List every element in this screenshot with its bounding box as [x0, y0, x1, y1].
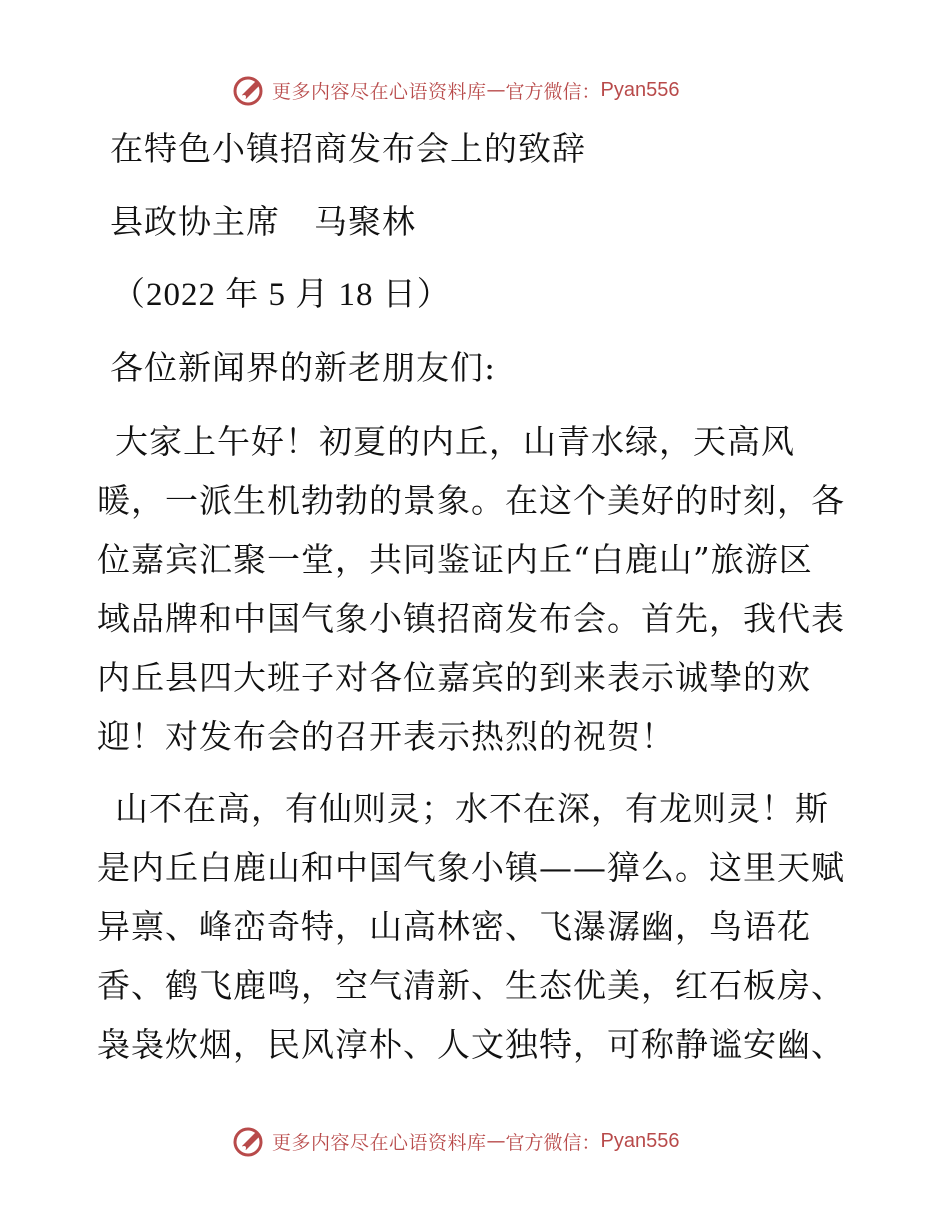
document-date: （2022 年 5 月 18 日） [112, 277, 451, 313]
paragraph1-line: 暖，一派生机勃勃的景象。在这个美好的时刻，各 [97, 481, 845, 520]
paragraph1-line: 位嘉宾汇聚一堂，共同鉴证内丘“白鹿山”旅游区 [97, 540, 813, 579]
footer-watermark-banner [232, 1121, 680, 1161]
paragraph1-line: 迎！对发布会的召开表示热烈的祝贺！ [97, 717, 675, 756]
banner-text: 更多内容尽在心语资料库 [272, 1131, 487, 1154]
pen-nib-logo-icon [232, 1124, 266, 1158]
paragraph2-line: 袅袅炊烟，民风淳朴、人文独特，可称静谧安幽、 [97, 1025, 845, 1064]
paragraph2-line: 异禀、峰峦奇特，山高林密、飞瀑潺幽，鸟语花 [97, 907, 811, 946]
paragraph2-line: 山不在高，有仙则灵；水不在深，有龙则灵！斯 [115, 789, 829, 828]
banner-wechat-label: 官方微信： [505, 1131, 601, 1154]
banner-separator: — [486, 79, 506, 101]
paragraph1-line: 大家上午好！初夏的内丘，山青水绿，天高风 [115, 422, 795, 461]
document-title: 在特色小镇招商发布会上的致辞 [110, 129, 586, 168]
banner-wechat-label: 官方微信： [505, 80, 601, 103]
paragraph1-line: 内丘县四大班子对各位嘉宾的到来表示诚挚的欢 [97, 658, 811, 697]
paragraph2-line: 是内丘白鹿山和中国气象小镇——獐么。这里天赋 [97, 848, 845, 887]
banner-wechat-id: Pyan556 [600, 1129, 680, 1152]
pen-nib-logo-icon [232, 73, 266, 107]
banner-separator: — [486, 1130, 506, 1152]
document-author: 县政协主席 马聚林 [110, 202, 416, 241]
paragraph2-line: 香、鹤飞鹿鸣，空气清新、生态优美，红石板房、 [97, 966, 845, 1005]
document-salutation: 各位新闻界的新老朋友们: [110, 348, 497, 387]
banner-text: 更多内容尽在心语资料库 [272, 80, 487, 103]
paragraph1-line: 域品牌和中国气象小镇招商发布会。首先，我代表 [97, 599, 845, 638]
header-watermark-banner [232, 70, 680, 110]
banner-wechat-id: Pyan556 [600, 78, 680, 101]
